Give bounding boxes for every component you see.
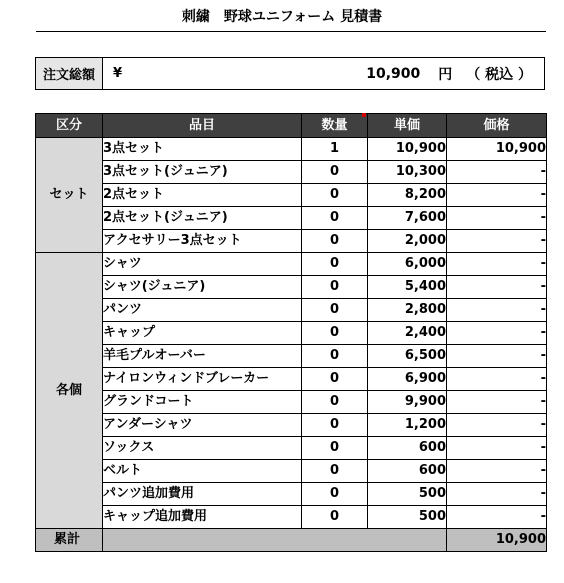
table-row: [36, 460, 547, 483]
table-row: [36, 184, 547, 207]
category-cell: 各個: [36, 253, 103, 529]
price-cell[interactable]: -: [447, 483, 547, 506]
quantity-cell[interactable]: 0: [302, 299, 368, 322]
price-cell[interactable]: -: [447, 368, 547, 391]
price-cell[interactable]: 10,900: [447, 138, 547, 161]
item-name-cell[interactable]: 3点セット: [103, 138, 302, 161]
unit-price-cell[interactable]: 2,400: [368, 322, 447, 345]
item-name-cell[interactable]: アンダーシャツ: [103, 414, 302, 437]
order-total-value: [143, 58, 544, 89]
order-total-label: 注文総額: [36, 58, 103, 89]
total-value: 10,900: [447, 529, 547, 552]
header-unit-price: 単価: [368, 114, 447, 138]
price-cell[interactable]: -: [447, 253, 547, 276]
price-cell[interactable]: -: [447, 207, 547, 230]
item-name-cell[interactable]: キャップ追加費用: [103, 506, 302, 529]
unit-price-cell[interactable]: 10,900: [368, 138, 447, 161]
item-name-cell[interactable]: 羊毛プルオーバー: [103, 345, 302, 368]
item-name-cell[interactable]: 2点セット: [103, 184, 302, 207]
table-row: [36, 207, 547, 230]
quantity-cell[interactable]: 0: [302, 276, 368, 299]
price-cell[interactable]: -: [447, 230, 547, 253]
table-row: [36, 230, 547, 253]
unit-price-cell[interactable]: 1,200: [368, 414, 447, 437]
quantity-cell[interactable]: 0: [302, 345, 368, 368]
unit-price-cell[interactable]: 6,000: [368, 253, 447, 276]
category-cell: セット: [36, 138, 103, 253]
item-name-cell[interactable]: パンツ追加費用: [103, 483, 302, 506]
currency-symbol: ¥: [113, 66, 123, 81]
table-row: [36, 506, 547, 529]
title-underline: [36, 31, 546, 32]
item-name-cell[interactable]: アクセサリー3点セット: [103, 230, 302, 253]
table-row: [36, 161, 547, 184]
total-row: [36, 529, 547, 552]
item-name-cell[interactable]: 2点セット(ジュニア): [103, 207, 302, 230]
order-total-tax-note: （ 税込 ）: [466, 66, 532, 83]
quantity-cell[interactable]: 0: [302, 483, 368, 506]
total-label: 累計: [36, 529, 103, 552]
unit-price-cell[interactable]: 7,600: [368, 207, 447, 230]
table-row: [36, 253, 547, 276]
item-name-cell[interactable]: 3点セット(ジュニア): [103, 161, 302, 184]
price-cell[interactable]: -: [447, 506, 547, 529]
price-cell[interactable]: -: [447, 184, 547, 207]
unit-price-cell[interactable]: 10,300: [368, 161, 447, 184]
order-total-unit: 円: [438, 66, 453, 83]
item-name-cell[interactable]: シャツ(ジュニア): [103, 276, 302, 299]
quantity-cell[interactable]: 0: [302, 322, 368, 345]
quantity-cell[interactable]: 0: [302, 391, 368, 414]
price-cell[interactable]: -: [447, 391, 547, 414]
table-row: [36, 483, 547, 506]
quantity-cell[interactable]: 0: [302, 230, 368, 253]
item-name-cell[interactable]: パンツ: [103, 299, 302, 322]
quantity-cell[interactable]: 0: [302, 184, 368, 207]
price-cell[interactable]: -: [447, 299, 547, 322]
price-cell[interactable]: -: [447, 414, 547, 437]
unit-price-cell[interactable]: 2,000: [368, 230, 447, 253]
quantity-cell[interactable]: 0: [302, 506, 368, 529]
item-name-cell[interactable]: ナイロンウィンドブレーカー: [103, 368, 302, 391]
item-name-cell[interactable]: ベルト: [103, 460, 302, 483]
table-row: [36, 391, 547, 414]
price-cell[interactable]: -: [447, 161, 547, 184]
quantity-cell[interactable]: 0: [302, 368, 368, 391]
price-cell[interactable]: -: [447, 276, 547, 299]
table-row: [36, 414, 547, 437]
unit-price-cell[interactable]: 500: [368, 506, 447, 529]
item-name-cell[interactable]: ソックス: [103, 437, 302, 460]
table-row: [36, 299, 547, 322]
order-total-box: [35, 57, 545, 90]
header-price: 価格: [447, 114, 547, 138]
unit-price-cell[interactable]: 6,900: [368, 368, 447, 391]
quote-title: 刺繍 野球ユニフォーム 見積書: [181, 9, 383, 25]
quote-table: [35, 113, 547, 552]
price-cell[interactable]: -: [447, 437, 547, 460]
total-blank-cell: [103, 529, 447, 552]
item-name-cell[interactable]: キャップ: [103, 322, 302, 345]
quantity-cell[interactable]: 0: [302, 414, 368, 437]
item-name-cell[interactable]: シャツ: [103, 253, 302, 276]
header-quantity: 数量: [302, 114, 368, 138]
unit-price-cell[interactable]: 9,900: [368, 391, 447, 414]
table-row: [36, 368, 547, 391]
header-item: 品目: [103, 114, 302, 138]
table-row: [36, 345, 547, 368]
quantity-cell[interactable]: 0: [302, 460, 368, 483]
order-total-amount: 10,900: [366, 65, 421, 82]
price-cell[interactable]: -: [447, 345, 547, 368]
unit-price-cell[interactable]: 500: [368, 483, 447, 506]
table-row: [36, 138, 547, 161]
unit-price-cell[interactable]: 5,400: [368, 276, 447, 299]
unit-price-cell[interactable]: 2,800: [368, 299, 447, 322]
unit-price-cell[interactable]: 600: [368, 437, 447, 460]
quote-table-body: [36, 138, 547, 552]
price-cell[interactable]: -: [447, 322, 547, 345]
quantity-cell[interactable]: 0: [302, 207, 368, 230]
quantity-cell[interactable]: 0: [302, 161, 368, 184]
table-header-row: [36, 114, 547, 138]
header-category: 区分: [36, 114, 103, 138]
item-name-cell[interactable]: グランドコート: [103, 391, 302, 414]
unit-price-cell[interactable]: 6,500: [368, 345, 447, 368]
quantity-cell[interactable]: 0: [302, 253, 368, 276]
quantity-cell[interactable]: 0: [302, 437, 368, 460]
table-row: [36, 437, 547, 460]
price-cell[interactable]: -: [447, 460, 547, 483]
unit-price-cell[interactable]: 8,200: [368, 184, 447, 207]
table-row: [36, 276, 547, 299]
quantity-cell[interactable]: 1: [302, 138, 368, 161]
comment-indicator: [362, 113, 366, 117]
table-row: [36, 322, 547, 345]
unit-price-cell[interactable]: 600: [368, 460, 447, 483]
